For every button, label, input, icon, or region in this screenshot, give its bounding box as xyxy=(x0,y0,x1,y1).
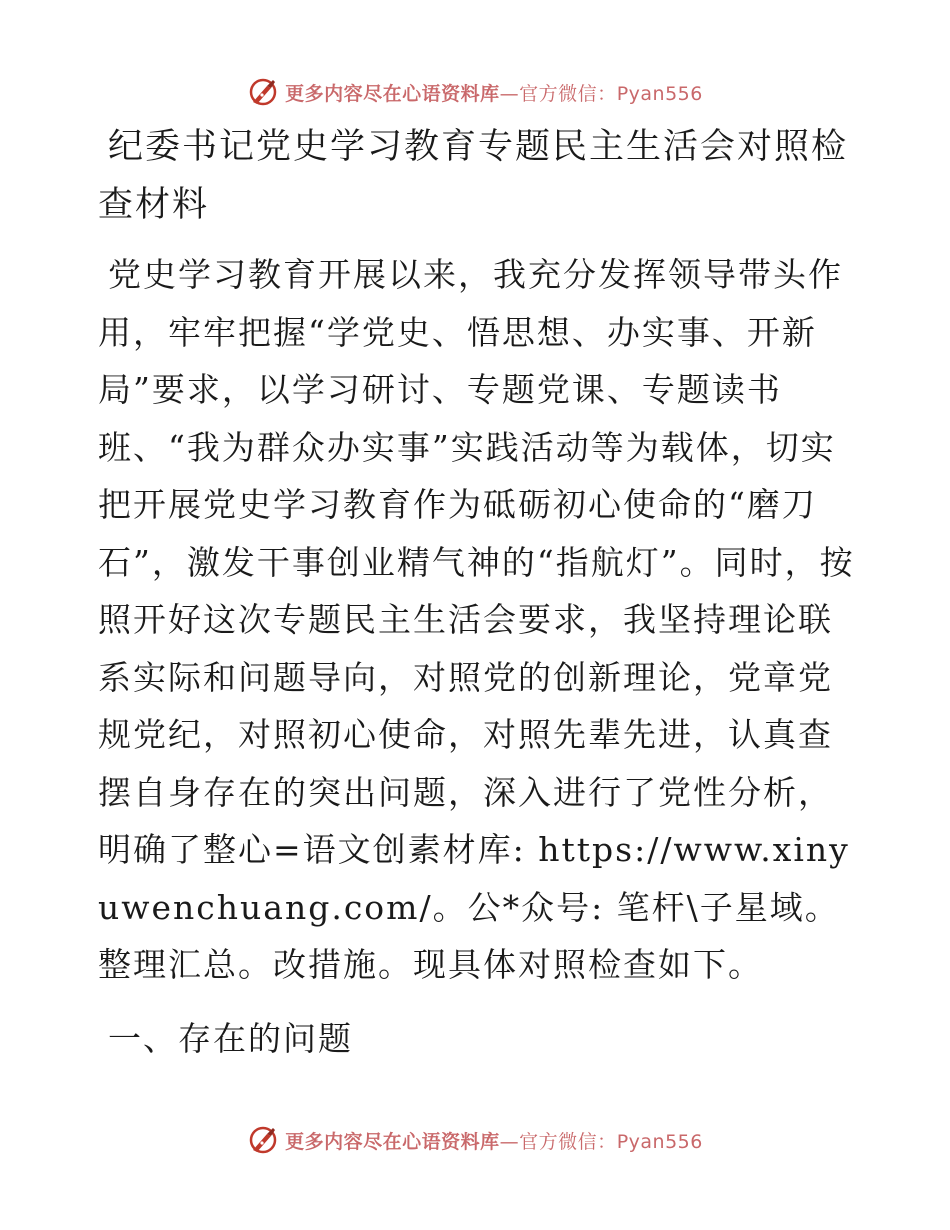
header-contact-value: Pyan556 xyxy=(616,82,703,105)
section-heading-problems: 一、存在的问题 xyxy=(108,1018,353,1058)
document-title: 纪委书记党史学习教育专题民主生活会对照检查材料 xyxy=(98,127,849,225)
document-body xyxy=(98,118,858,1067)
footer-contact-value: Pyan556 xyxy=(616,1130,703,1153)
footer-separator: — xyxy=(499,1130,520,1153)
header-banner-text xyxy=(285,79,703,106)
header-banner xyxy=(0,72,950,112)
footer-banner-text xyxy=(285,1127,703,1154)
footer-banner xyxy=(0,1120,950,1160)
footer-brand-text: 更多内容尽在心语资料库 xyxy=(285,1130,500,1153)
pen-nib-logo-icon xyxy=(247,76,279,108)
intro-paragraph: 党史学习教育开展以来，我充分发挥领导带头作用，牢牢把握“学党史、悟思想、办实事、开新局”要求，以学习研讨、专题党课、专题读书班、“我为群众办实事”实践活动等为载体，切实把开展党史学习教育作为砥砺初心使命的“磨刀石”，激发干事创业精气神的“指航灯”。同时，按照开好这次专题民主生活会要求，我坚持理论联系实际和问题导向，对照党的创新理论，党章党规党纪，对照初心使命，对照先辈先进，认真查摆自身存在的突出问题，深入进行了党性分析，明确了整心=语文创素材库: https://www.xinyuwenchuang.com/。公*众号: 笔杆\子星域。整理汇总。改措施。现具体对照检查如下。 xyxy=(98,255,855,984)
header-separator: — xyxy=(499,82,520,105)
footer-contact-label: 官方微信： xyxy=(519,1130,617,1153)
header-contact-label: 官方微信： xyxy=(519,82,617,105)
pen-nib-logo-icon xyxy=(247,1124,279,1156)
header-brand-text: 更多内容尽在心语资料库 xyxy=(285,82,500,105)
